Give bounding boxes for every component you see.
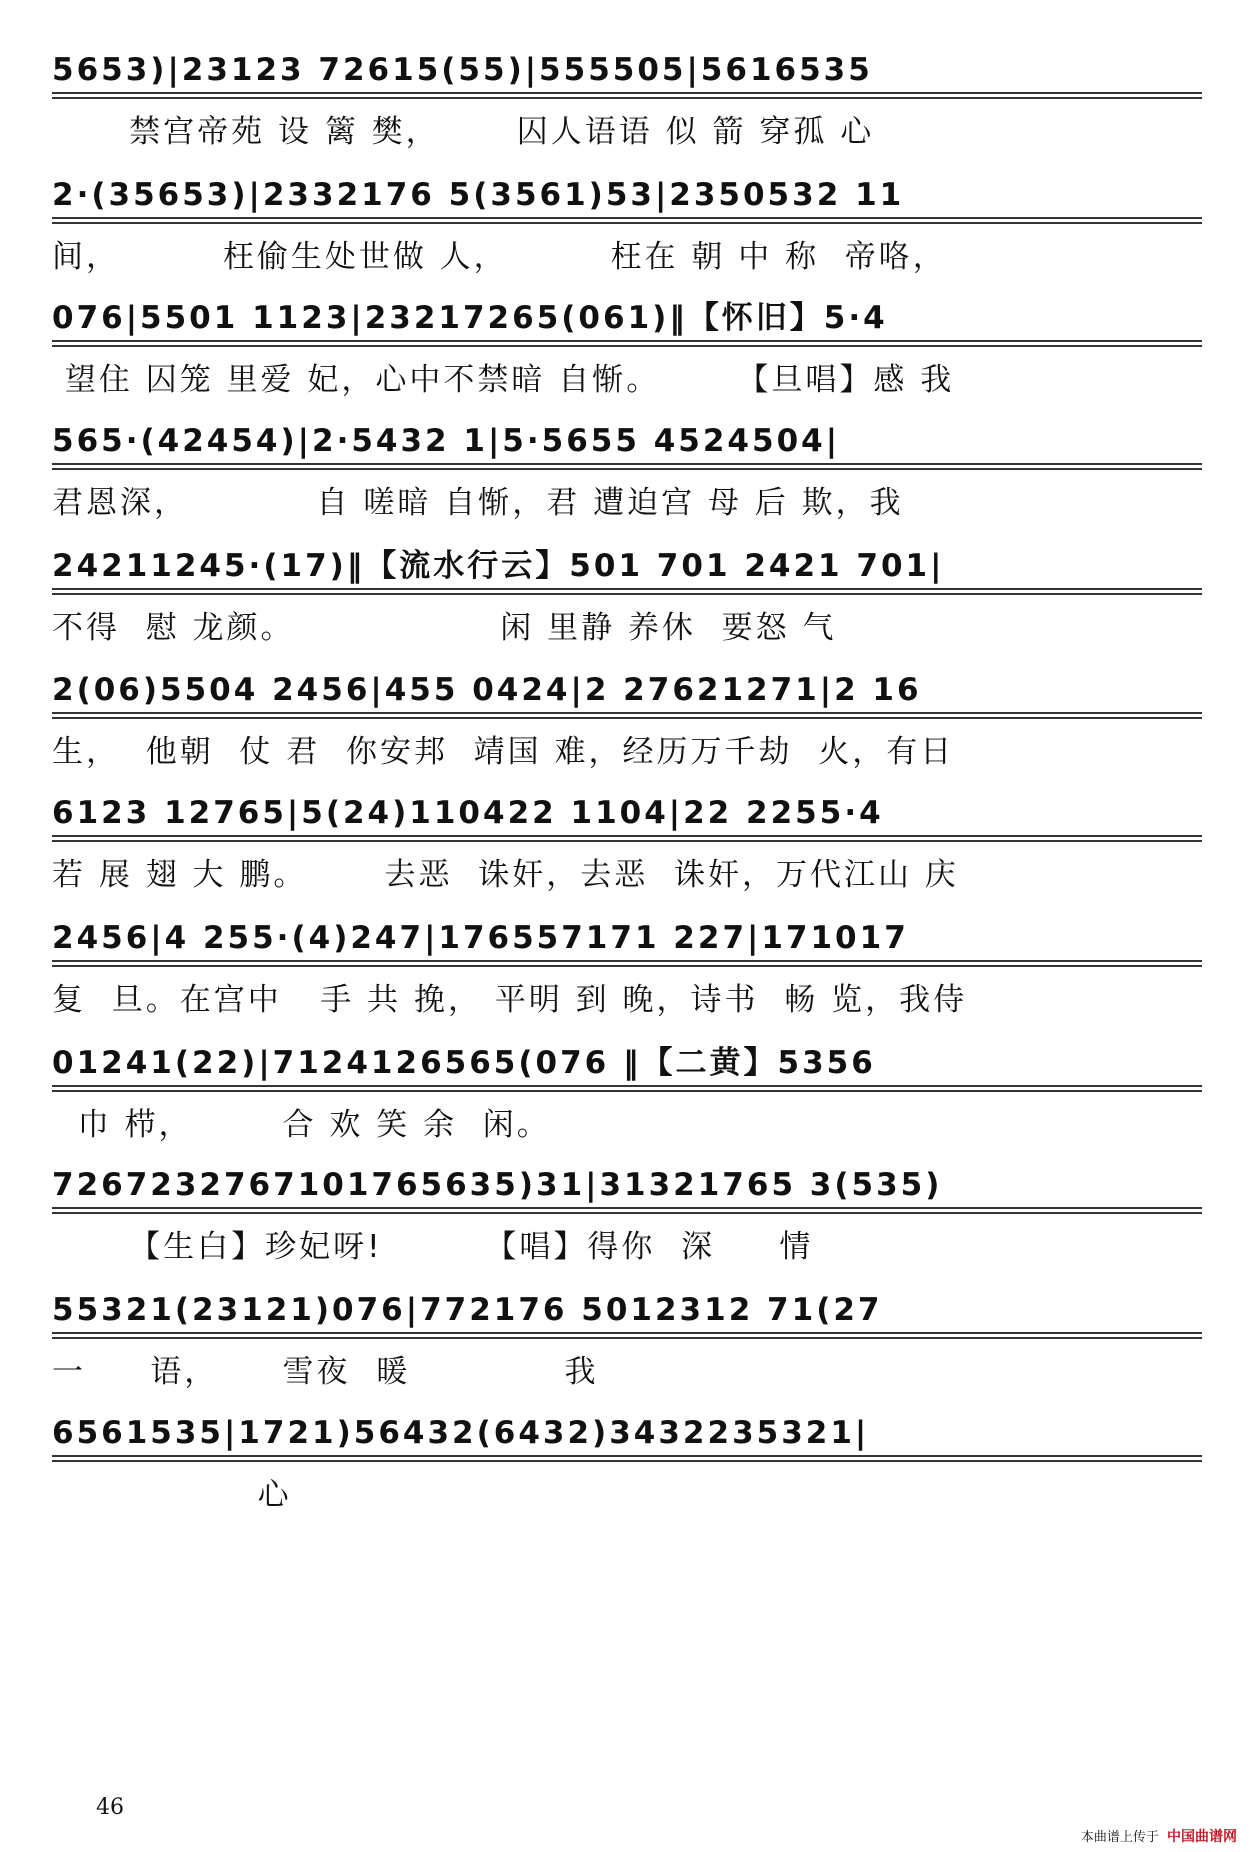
lyric-line: 巾 栉， 合 欢 笑 余 闲。: [52, 1107, 551, 1143]
lyric-line: 不得 慰 龙颜。 闲 里静 养休 要怒 气: [52, 610, 837, 646]
underline: [52, 1332, 1202, 1334]
music-system: [52, 546, 1202, 666]
lyric-line: 复 旦。在宫中 手 共 挽， 平明 到 晚，诗书 畅 览，我侍: [52, 982, 968, 1018]
page-number: 46: [96, 1795, 124, 1820]
underline: [52, 1460, 1202, 1462]
notation-line: 6123 12765|5(24)110422 1104|22 2255·4: [52, 795, 884, 831]
music-system: [52, 1290, 1202, 1410]
underline: [52, 92, 1202, 94]
underline: [52, 217, 1202, 219]
underline: [52, 468, 1202, 470]
notation-line: 01241(22)|7124126565(076 ‖【二黄】5356: [52, 1045, 876, 1081]
music-system: [52, 918, 1202, 1038]
underline: [52, 965, 1202, 967]
underline: [52, 717, 1202, 719]
site-name: 中国曲谱网: [1167, 1829, 1237, 1845]
lyric-line: 禁宫帝苑 设 篱 樊， 囚人语语 似 箭 穿孤 心: [52, 114, 875, 150]
notation-line: 7267232767101765635)31|31321765 3(535): [52, 1167, 943, 1203]
notation-line: 24211245·(17)‖【流水行云】501 701 2421 701|: [52, 548, 945, 584]
notation-line: 55321(23121)076|772176 5012312 71(27: [52, 1292, 883, 1328]
notation-line: 5653)|23123 72615(55)|555505|5616535: [52, 52, 873, 88]
underline: [52, 340, 1202, 342]
music-system: [52, 421, 1202, 541]
underline: [52, 1085, 1202, 1087]
underline: [52, 835, 1202, 837]
notation-line: 2456|4 255·(4)247|176557171 227|171017: [52, 920, 909, 956]
lyric-line: 生， 他朝 仗 君 你安邦 靖国 难，经历万千劫 火，有日: [52, 734, 955, 770]
underline: [52, 1207, 1202, 1209]
underline: [52, 840, 1202, 842]
underline: [52, 1212, 1202, 1214]
underline: [52, 960, 1202, 962]
underline: [52, 712, 1202, 714]
notation-line: 2(06)5504 2456|455 0424|2 27621271|2 16: [52, 672, 922, 708]
lyric-line: 望住 囚笼 里爱 妃，心中不禁暗 自惭。 【旦唱】感 我: [52, 362, 955, 398]
underline: [52, 588, 1202, 590]
lyric-line: 若 展 翅 大 鹏。 去恶 诛奸，去恶 诛奸，万代江山 庆: [52, 857, 959, 893]
music-system: [52, 670, 1202, 790]
music-system: [52, 1413, 1202, 1533]
notation-line: 6561535|1721)56432(6432)3432235321|: [52, 1415, 870, 1451]
music-system: [52, 793, 1202, 913]
underline: [52, 463, 1202, 465]
underline: [52, 222, 1202, 224]
music-system: [52, 50, 1202, 170]
underline: [52, 1455, 1202, 1457]
music-system: [52, 1165, 1202, 1285]
lyric-line: 间， 枉偷生处世做 人， 枉在 朝 中 称 帝咯，: [52, 239, 947, 275]
lyric-line: 一 语， 雪夜 暖 我: [52, 1354, 599, 1390]
underline: [52, 97, 1202, 99]
lyric-line: 君恩深， 自 嗟暗 自惭，君 遭迫宫 母 后 欺，我: [52, 485, 904, 521]
lyric-line: 心: [52, 1477, 292, 1513]
underline: [52, 1337, 1202, 1339]
lyric-line: 【生白】珍妃呀! 【唱】得你 深 情: [52, 1229, 814, 1265]
notation-line: 076|5501 1123|23217265(061)‖【怀旧】5·4: [52, 300, 888, 336]
music-system: [52, 1043, 1202, 1163]
notation-line: 565·(42454)|2·5432 1|5·5655 4524504|: [52, 423, 841, 459]
underline: [52, 345, 1202, 347]
underline: [52, 593, 1202, 595]
music-system: [52, 175, 1202, 295]
music-system: [52, 298, 1202, 418]
upload-text: 本曲谱上传于: [1080, 1830, 1159, 1845]
upload-footer: [1081, 1826, 1237, 1846]
underline: [52, 1090, 1202, 1092]
notation-line: 2·(35653)|2332176 5(3561)53|2350532 11: [52, 177, 905, 213]
